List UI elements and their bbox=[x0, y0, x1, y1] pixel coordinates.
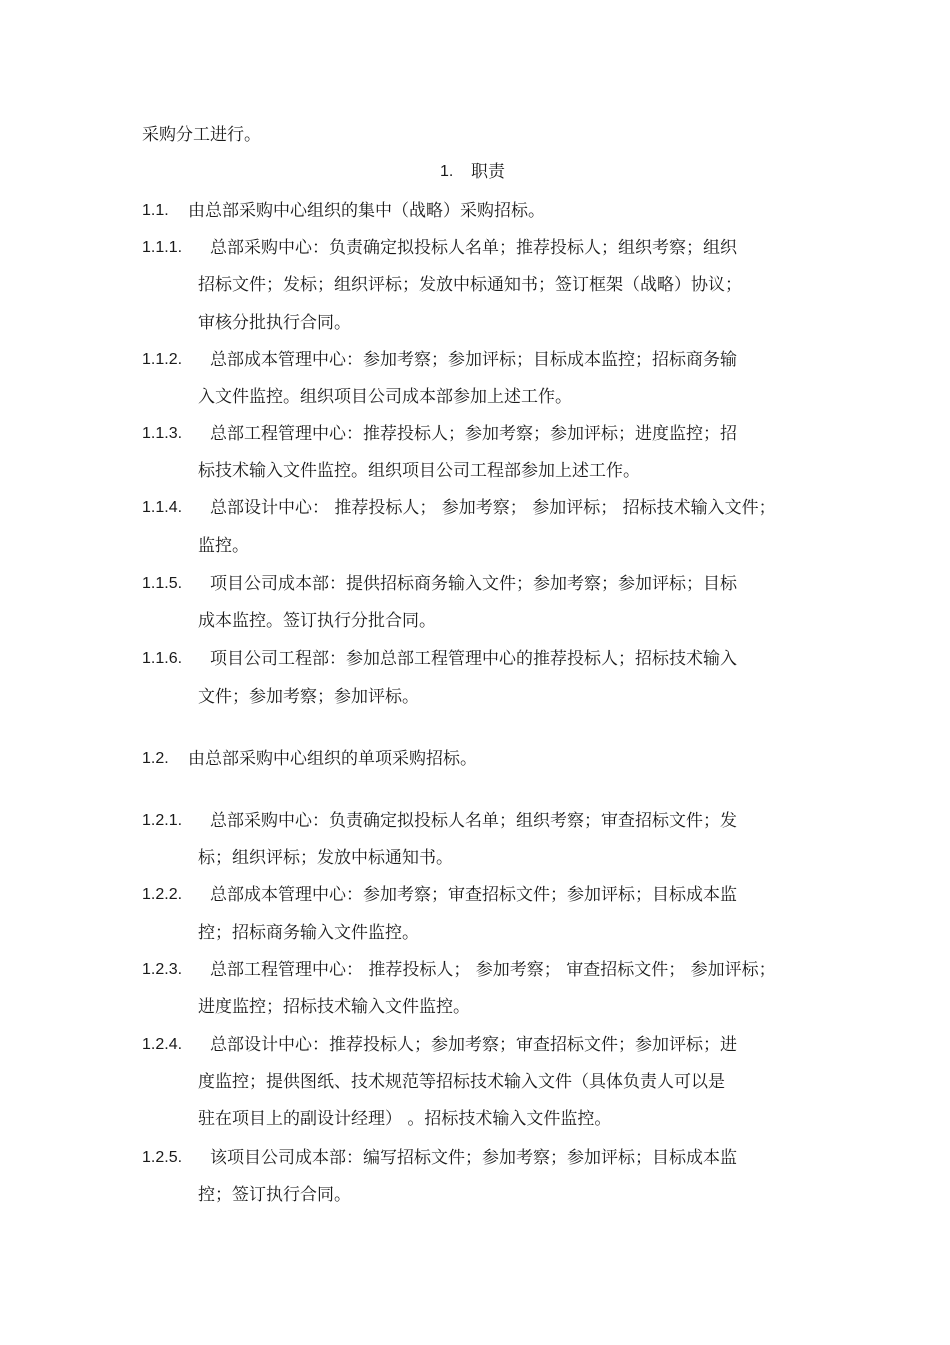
item-line: 总部采购中心：负责确定拟投标人名单；组织考察；审查招标文件；发 bbox=[210, 811, 737, 831]
item-line: 总部设计中心：推荐投标人；参加考察；审查招标文件；参加评标；进 bbox=[210, 1035, 737, 1055]
item-number: 1.2.2. bbox=[142, 886, 183, 903]
section-number: 1.1. bbox=[142, 202, 169, 219]
item-number: 1.1.1. bbox=[142, 239, 183, 256]
item-line: 项目公司工程部：参加总部工程管理中心的推荐投标人；招标技术输入 bbox=[210, 649, 737, 669]
item-number: 1.2.1. bbox=[142, 812, 183, 829]
item-line: 总部采购中心：负责确定拟投标人名单；推荐投标人；组织考察；组织 bbox=[210, 238, 737, 258]
item-line: 招标文件；发标；组织评标；发放中标通知书；签订框架（战略）协议； bbox=[198, 275, 742, 295]
item-line: 驻在项目上的副设计经理） 。招标技术输入文件监控。 bbox=[198, 1109, 612, 1129]
item-number: 1.2.5. bbox=[142, 1149, 183, 1166]
item-line: 度监控；提供图纸、技术规范等招标技术输入文件（具体负责人可以是 bbox=[198, 1072, 725, 1092]
item-number: 1.2.3. bbox=[142, 961, 183, 978]
item-line: 标；组织评标；发放中标通知书。 bbox=[198, 848, 453, 868]
section-number: 1.2. bbox=[142, 750, 169, 767]
item-line: 总部工程管理中心：推荐投标人；参加考察；参加评标；进度监控；招 bbox=[210, 424, 737, 444]
item-line: 标技术输入文件监控。组织项目公司工程部参加上述工作。 bbox=[198, 461, 640, 481]
item-line: 总部设计中心： 推荐投标人； 参加考察； 参加评标； 招标技术输入文件； bbox=[210, 498, 776, 518]
item-line: 总部工程管理中心： 推荐投标人； 参加考察； 审查招标文件； 参加评标； bbox=[210, 960, 776, 980]
item-line: 文件；参加考察；参加评标。 bbox=[198, 687, 419, 707]
heading-number: 1. bbox=[440, 163, 454, 180]
item-number: 1.2.4. bbox=[142, 1036, 183, 1053]
item-line: 进度监控；招标技术输入文件监控。 bbox=[198, 997, 470, 1017]
item-line: 审核分批执行合同。 bbox=[198, 313, 351, 333]
item-line: 总部成本管理中心：参加考察；审查招标文件；参加评标；目标成本监 bbox=[210, 885, 737, 905]
item-line: 控；招标商务输入文件监控。 bbox=[198, 923, 419, 943]
item-number: 1.1.5. bbox=[142, 575, 183, 592]
item-line: 监控。 bbox=[198, 536, 249, 556]
item-number: 1.1.3. bbox=[142, 425, 183, 442]
item-line: 入文件监控。组织项目公司成本部参加上述工作。 bbox=[198, 387, 572, 407]
section-title: 由总部采购中心组织的单项采购招标。 bbox=[188, 749, 477, 769]
section-title: 由总部采购中心组织的集中（战略）采购招标。 bbox=[188, 201, 545, 221]
intro-text: 采购分工进行。 bbox=[142, 125, 261, 145]
item-line: 成本监控。签订执行分批合同。 bbox=[198, 611, 436, 631]
item-number: 1.1.2. bbox=[142, 351, 183, 368]
item-line: 总部成本管理中心：参加考察；参加评标；目标成本监控；招标商务输 bbox=[210, 350, 737, 370]
item-line: 控；签订执行合同。 bbox=[198, 1185, 351, 1205]
item-number: 1.1.4. bbox=[142, 499, 183, 516]
item-line: 该项目公司成本部：编写招标文件；参加考察；参加评标；目标成本监 bbox=[210, 1148, 737, 1168]
item-number: 1.1.6. bbox=[142, 650, 183, 667]
heading-title: 职责 bbox=[471, 162, 505, 182]
item-line: 项目公司成本部：提供招标商务输入文件；参加考察；参加评标；目标 bbox=[210, 574, 737, 594]
